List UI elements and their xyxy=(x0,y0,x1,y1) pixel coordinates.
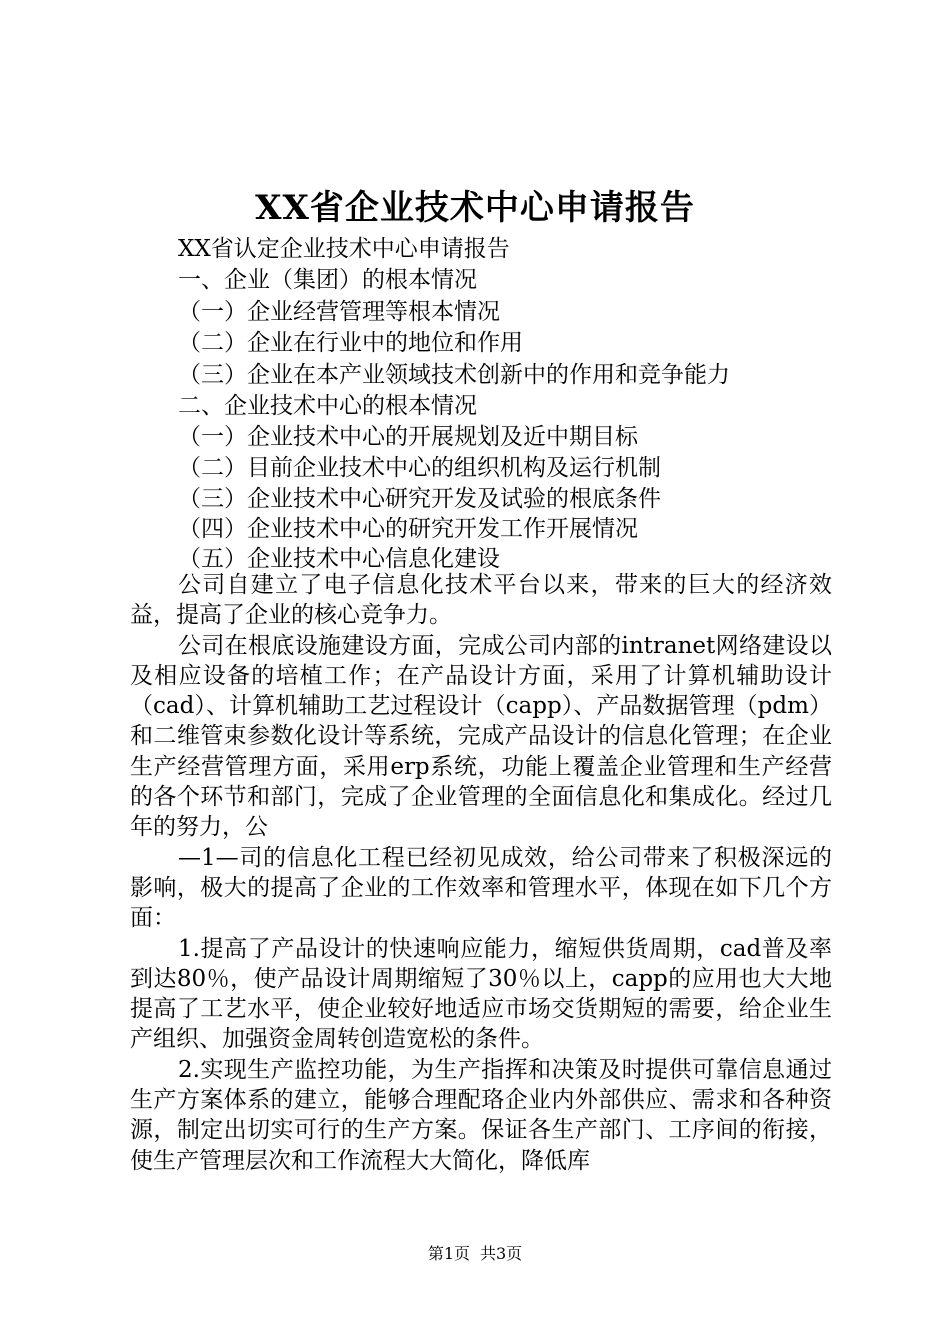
page-footer xyxy=(0,1243,950,1265)
paragraph: 2.实现生产监控功能，为生产指挥和决策及时提供可靠信息通过生产方案体系的建立，能够合理配珞企业内外部供应、需求和各种资源，制定出切实可行的生产方案。保证各生产部门、工序间的衔接，使生产管理层次和工作流程大大简化，降低库 xyxy=(130,1056,832,1174)
paragraph: 公司在根底设施建设方面，完成公司内部的intranet网络建设以及相应设备的培植工作；在产品设计方面，采用了计算机辅助设计（cad）、计算机辅助工艺过程设计（capp）、产品数据管理（pdm）和二维管束参数化设计等系统，完成产品设计的信息化管理；在企业生产经营管理方面，采用erp系统，功能上覆盖企业管理和生产经营的各个环节和部门，完成了企业管理的全面信息化和集成化。经过几年的努力，公 xyxy=(130,632,832,841)
paragraph: —1—司的信息化工程已经初见成效，给公司带来了积极深远的影响，极大的提高了企业的工作效率和管理水平，体现在如下几个方面： xyxy=(130,844,832,932)
outline-subsection: （一）企业经营管理等根本情况 xyxy=(178,299,500,325)
outline-subsection: （三）企业在本产业领域技术创新中的作用和竞争能力 xyxy=(178,362,730,388)
outline-subsection: （四）企业技术中心的研究开发工作开展情况 xyxy=(178,516,638,542)
document-title: XX省企业技术中心申请报告 xyxy=(255,188,695,228)
paragraph: 公司自建立了电子信息化技术平台以来，带来的巨大的经济效益，提高了企业的核心竞争力。 xyxy=(130,572,832,629)
paragraph: 1.提高了产品设计的快速响应能力，缩短供货周期，cad普及率到达80％，使产品设计周期缩短了30％以上，capp的应用也大大地提高了工艺水平，使企业较好地适应市场交货期短的需要，给企业生产组织、加强资金周转创造宽松的条件。 xyxy=(130,935,832,1053)
outline-subsection: （一）企业技术中心的开展规划及近中期目标 xyxy=(178,424,638,450)
body-text xyxy=(130,570,832,1176)
page-number: 第1页 xyxy=(427,1244,470,1263)
page-total: 共3页 xyxy=(480,1244,523,1263)
outline-subsection: （三）企业技术中心研究开发及试验的根底条件 xyxy=(178,486,661,512)
outline-section: 二、企业技术中心的根本情况 xyxy=(178,393,477,419)
outline-heading: XX省认定企业技术中心申请报告 xyxy=(178,236,510,262)
outline-subsection: （二）目前企业技术中心的组织机构及运行机制 xyxy=(178,455,661,481)
outline-subsection: （五）企业技术中心信息化建设 xyxy=(178,546,500,572)
outline-section: 一、企业（集团）的根本情况 xyxy=(178,267,477,293)
outline-subsection: （二）企业在行业中的地位和作用 xyxy=(178,330,523,356)
